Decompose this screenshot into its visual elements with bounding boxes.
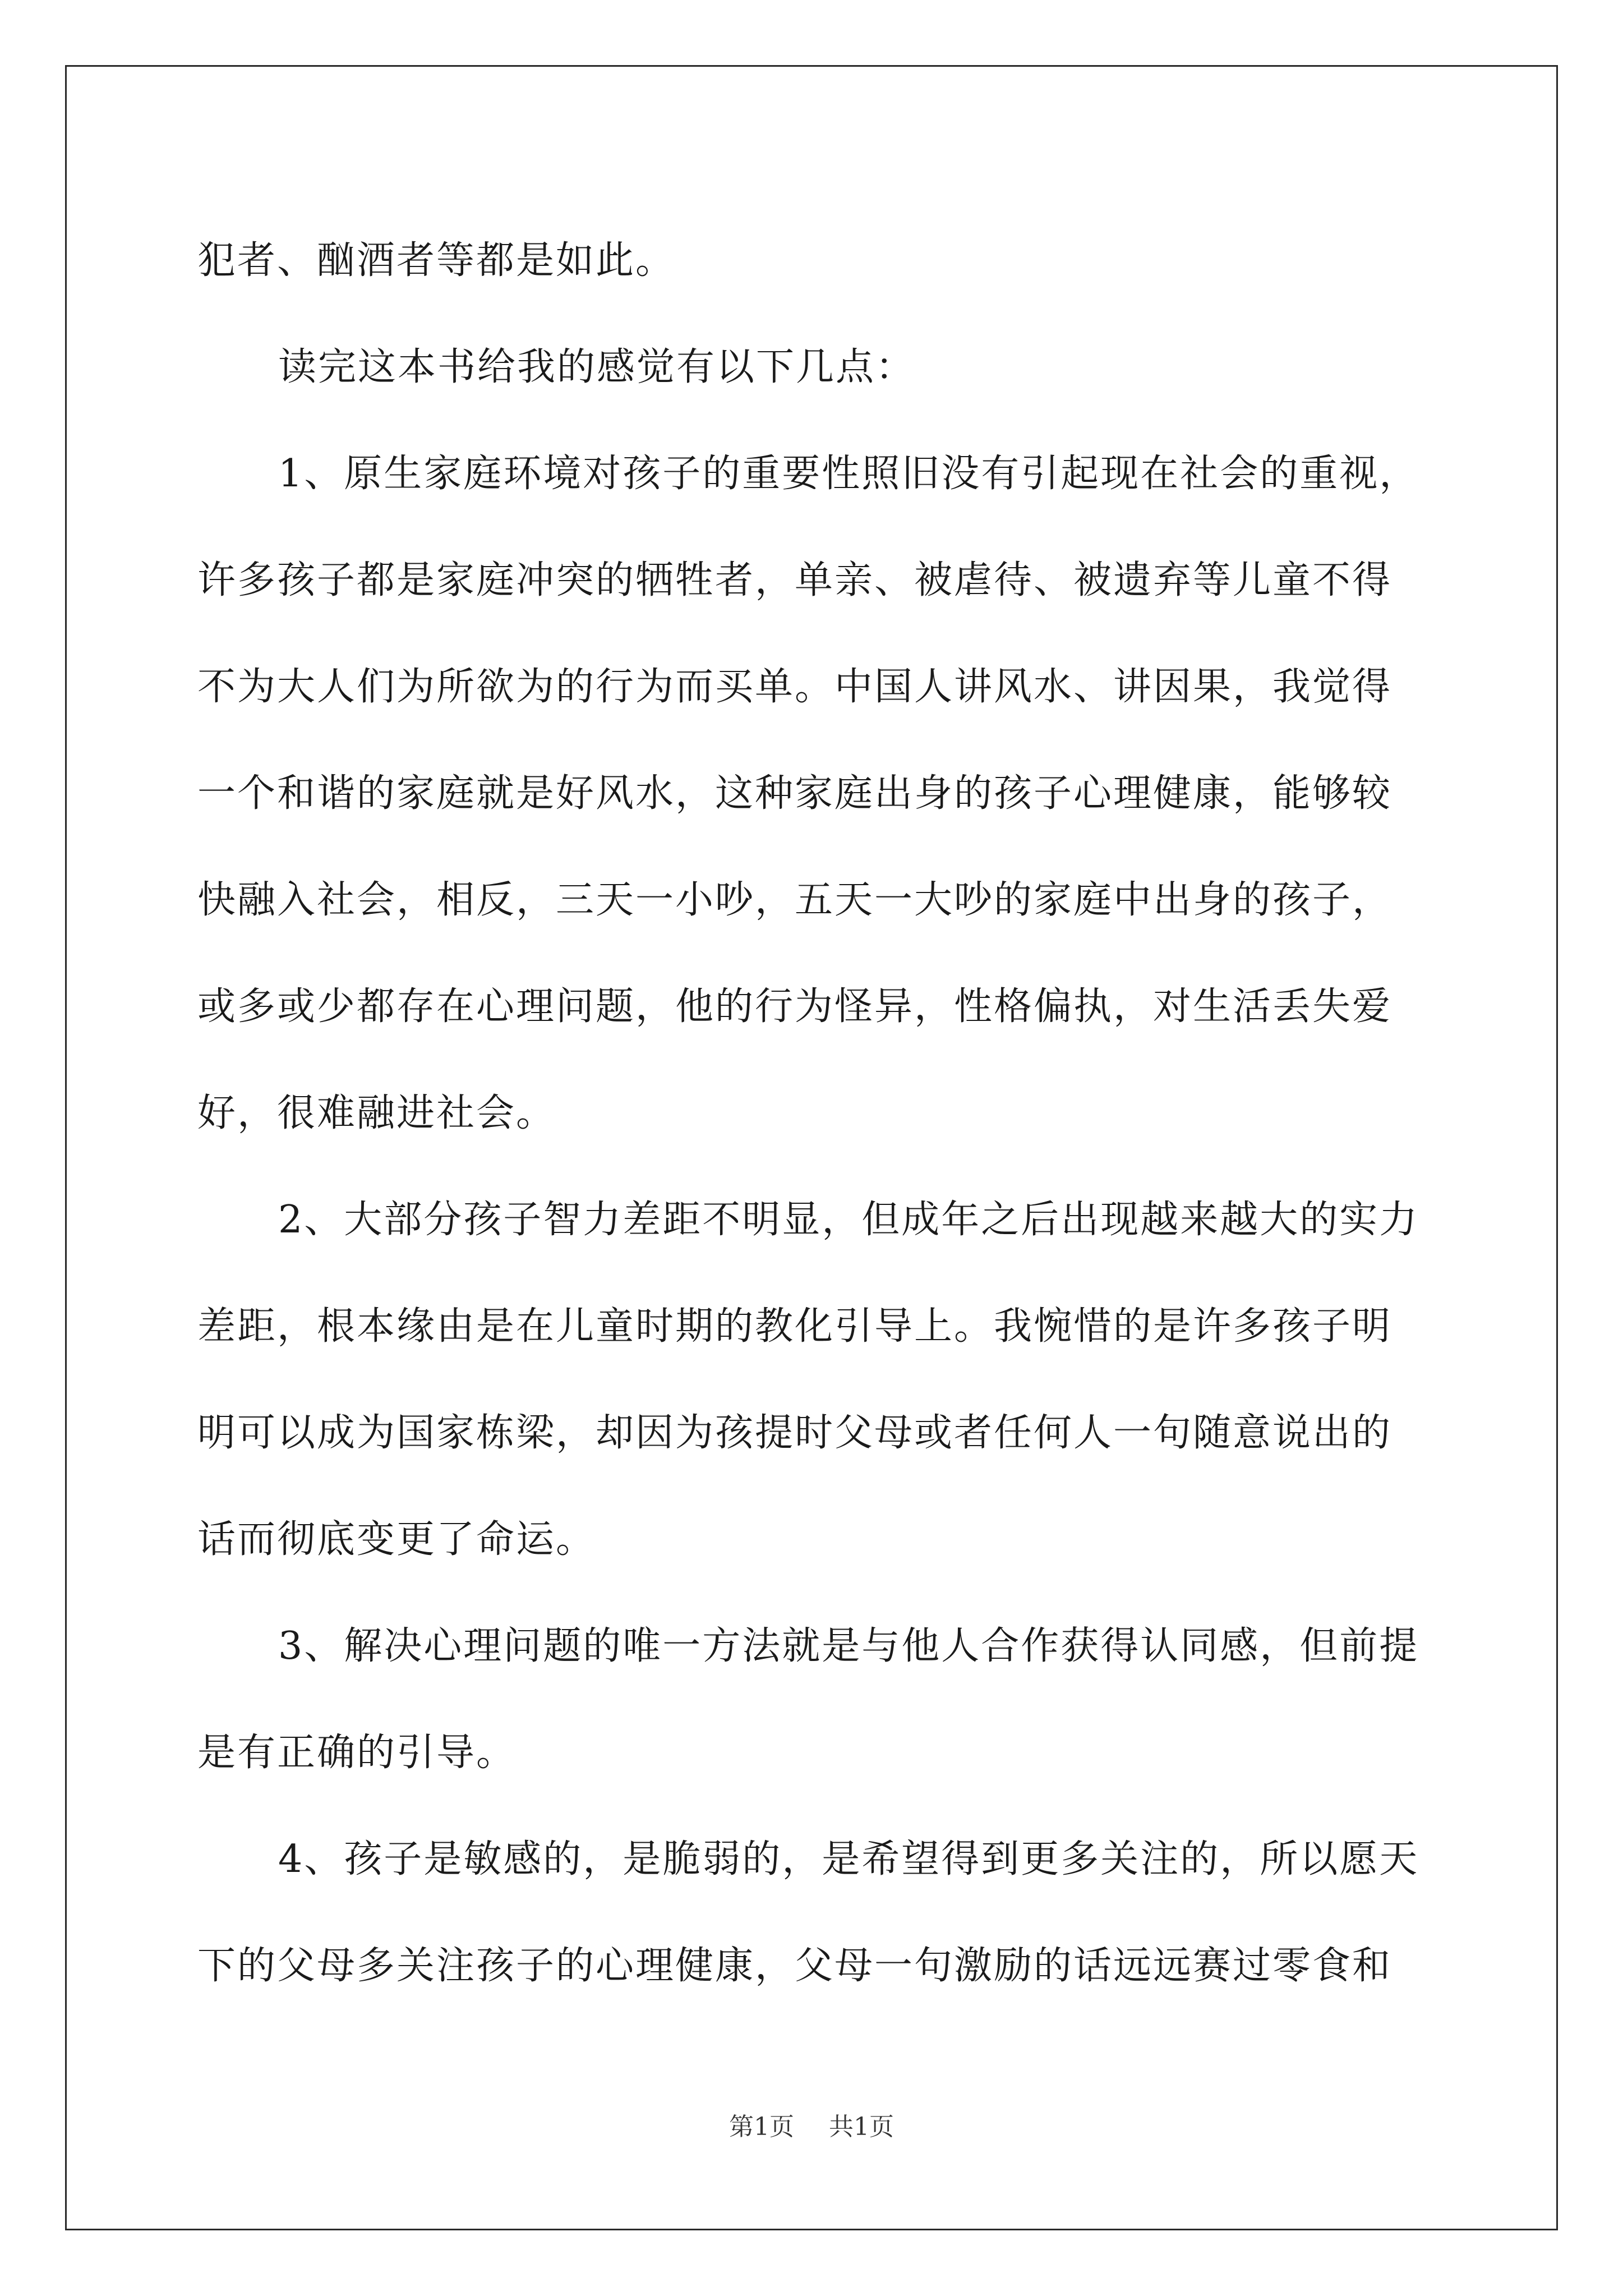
text-line: 犯者、酗酒者等都是如此。 xyxy=(197,238,676,283)
text-line: 是有正确的引导。 xyxy=(197,1731,517,1775)
text-line: 下的父母多关注孩子的心理健康，父母一句激励的话远远赛过零食和 xyxy=(197,1944,1393,1988)
text-line: 1、原生家庭环境对孩子的重要性照旧没有引起现在社会的重视， xyxy=(278,452,1419,496)
page-total: 共1页 xyxy=(829,2113,894,2141)
text-line: 2、大部分孩子智力差距不明显，但成年之后出现越来越大的实力 xyxy=(278,1198,1419,1242)
text-line: 一个和谐的家庭就是好风水，这种家庭出身的孩子心理健康，能够较 xyxy=(197,771,1393,816)
text-line: 话而彻底变更了命运。 xyxy=(197,1517,596,1562)
page-number: 第1页 xyxy=(729,2113,794,2141)
text-line: 读完这本书给我的感觉有以下几点： xyxy=(278,345,916,389)
text-line: 3、解决心理问题的唯一方法就是与他人合作获得认同感，但前提 xyxy=(278,1624,1419,1668)
text-line: 明可以成为国家栋梁，却因为孩提时父母或者任何人一句随意说出的 xyxy=(197,1411,1393,1455)
document-body xyxy=(197,208,1459,2019)
text-line: 不为大人们为所欲为的行为而买单。中国人讲风水、讲因果，我觉得 xyxy=(197,665,1393,709)
text-line: 快融入社会，相反，三天一小吵，五天一大吵的家庭中出身的孩子， xyxy=(197,878,1393,922)
page-footer xyxy=(0,2106,1623,2142)
text-line: 4、孩子是敏感的，是脆弱的，是希望得到更多关注的，所以愿天 xyxy=(278,1837,1419,1881)
text-line: 差距，根本缘由是在儿童时期的教化引导上。我惋惜的是许多孩子明 xyxy=(197,1304,1393,1349)
text-line: 好，很难融进社会。 xyxy=(197,1091,556,1135)
text-line: 许多孩子都是家庭冲突的牺牲者，单亲、被虐待、被遗弃等儿童不得 xyxy=(197,558,1393,602)
text-line: 或多或少都存在心理问题，他的行为怪异，性格偏执，对生活丢失爱 xyxy=(197,984,1393,1029)
